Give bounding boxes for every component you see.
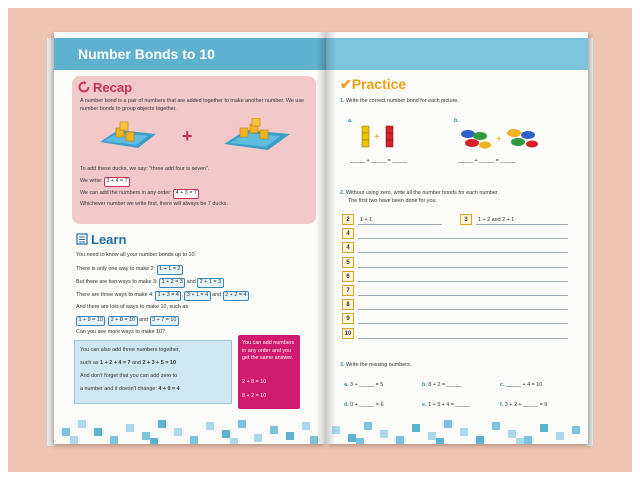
recap-write-value: 3 + 4 = 7: [104, 177, 130, 187]
cubes-picture: [360, 124, 402, 152]
item-expression: 1 + 3 + 4 = _____: [428, 402, 471, 408]
missing-number-item[interactable]: [344, 382, 383, 388]
number-box: 7: [342, 285, 354, 296]
svg-text:+: +: [496, 134, 502, 145]
item-label: d.: [344, 402, 351, 408]
and-word: and: [212, 292, 222, 298]
item-label: e.: [422, 402, 428, 408]
missing-number-item[interactable]: [422, 382, 462, 388]
q1a-letter: a.: [348, 118, 353, 124]
bond-pill: 1 + 1 = 2: [157, 265, 183, 275]
item-expression: _____ + 4 = 10: [506, 382, 543, 388]
tip-equation-2: 8 + 2 = 10: [242, 393, 267, 399]
spine-shadow: [316, 32, 336, 444]
question-number: 2.: [340, 190, 345, 196]
right-page: [326, 32, 588, 444]
recap-write-label: We write:: [80, 178, 103, 184]
learn-heading: [76, 232, 126, 247]
number-box: 6: [342, 271, 354, 282]
learn-line-4: There are three ways to make 4: 1 + 3 = 4 , 3 + 1 = 4 and 2 + 2 = 4: [76, 291, 249, 301]
learn-line-3-text: But there are two ways to make 3:: [76, 279, 158, 285]
number-box: 2: [342, 214, 354, 225]
question-1: [340, 98, 459, 104]
learn-line-2-text: There is only one way to make 2:: [76, 266, 156, 272]
question-2-text: Without using zero, write all the number bonds for each number.: [346, 190, 499, 196]
learn-line-1: You need to know all your number bonds up to 10.: [76, 252, 196, 258]
blue-line-2-text: such as: [80, 360, 99, 366]
recap-heading: [78, 80, 132, 95]
example-answer: 1 + 2 and 2 + 1: [478, 217, 515, 223]
item-expression: 0 + _____ = 6: [350, 402, 384, 408]
blue-line-4-text: a number and it doesn't change:: [80, 386, 157, 392]
answer-line[interactable]: [358, 309, 568, 310]
item-label: f.: [500, 402, 505, 408]
and-word: and: [186, 279, 196, 285]
learn-line-5: And there are lots of ways to make 10, such as:: [76, 304, 190, 310]
bond-pill: 2 + 8 = 10: [108, 316, 137, 326]
number-box: 9: [342, 313, 354, 324]
svg-text:+: +: [374, 132, 380, 143]
question-number: 1.: [340, 98, 345, 104]
blue-line-2: [80, 360, 176, 368]
recap-intro: A number bond is a pair of numbers that are added together to make another number. We use number bonds to group objects together.: [80, 98, 305, 112]
bond-pill: 1 + 9 = 10: [76, 316, 105, 326]
number-box: 3: [460, 214, 472, 225]
refresh-icon: [78, 81, 90, 93]
equation: 4 + 0 = 4: [158, 386, 180, 392]
item-label: a.: [344, 382, 350, 388]
q1b-answer-line: _____ + _____ = _____: [458, 158, 516, 164]
blue-line-1: You can also add three numbers together,: [80, 347, 180, 353]
practice-heading-text: Practice: [351, 76, 407, 92]
tip-text: You can add numbers in any order and you get the same answer.: [242, 340, 295, 361]
recap-write-line: [80, 177, 130, 187]
answer-line[interactable]: [358, 267, 568, 268]
answer-line[interactable]: [358, 323, 568, 324]
item-expression: 3 + 2 + _____ = 9: [504, 402, 548, 408]
bond-pill: 3 + 1 = 4: [184, 291, 210, 301]
tip-equation-1: 2 + 8 = 10: [242, 379, 267, 385]
pixel-border-right: [326, 408, 588, 444]
recap-order-label: We can add the numbers in any order:: [80, 190, 172, 196]
question-1-text: Write the correct number bond for each picture.: [346, 98, 459, 104]
answer-line[interactable]: [358, 238, 568, 239]
answer-line[interactable]: [358, 224, 442, 225]
bond-pill: 2 + 1 = 3: [197, 278, 223, 288]
item-expression: 3 + _____ = 5: [350, 382, 384, 388]
learn-line-4-text: There are three ways to make 4:: [76, 292, 154, 298]
page-title: Number Bonds to 10: [78, 46, 215, 62]
bond-pill: 3 + 7 = 10: [150, 316, 179, 326]
pixel-border-left: [54, 408, 326, 444]
answer-line[interactable]: [358, 281, 568, 282]
plus-sign: +: [182, 126, 193, 146]
missing-number-item[interactable]: [500, 382, 542, 388]
plus-sign: +: [474, 158, 478, 164]
number-box: 5: [342, 257, 354, 268]
bond-pill: 2 + 2 = 4: [223, 291, 249, 301]
any-order-tip-box: [238, 335, 300, 409]
ducks-group-four: [222, 118, 292, 152]
workbook-spread: [46, 32, 594, 450]
bond-pill: 1 + 2 = 3: [159, 278, 185, 288]
question-2: [340, 190, 499, 196]
question-number: 3.: [340, 362, 345, 368]
left-page: [54, 32, 326, 444]
learn-line-6: 1 + 9 = 10 , 2 + 8 = 10 and 3 + 7 = 10: [76, 316, 179, 326]
recap-box: [72, 76, 316, 224]
question-3: [340, 362, 411, 368]
recap-say-line: To add these ducks, we say: "three add four is seven".: [80, 166, 210, 172]
q1a-answer-line: _____ + _____ = _____: [350, 158, 408, 164]
and-word: and: [132, 360, 142, 366]
equals-sign: =: [495, 158, 499, 164]
number-box: 4: [342, 228, 354, 239]
learn-line-3: [76, 278, 224, 288]
answer-line[interactable]: [476, 224, 568, 225]
recap-order-line: [80, 189, 199, 199]
learn-line-7: Can you see more ways to make 10?: [76, 329, 165, 335]
equals-sign: =: [387, 158, 391, 164]
practice-heading: [340, 76, 406, 93]
q1a-label: [348, 118, 353, 124]
learn-heading-text: Learn: [91, 232, 127, 247]
recap-order-value: 4 + 3 = 7: [173, 189, 199, 199]
number-box: 8: [342, 299, 354, 310]
question-2-sub: The first two have been done for you.: [348, 198, 437, 204]
learn-line-2: [76, 265, 183, 275]
equation: 2 + 3 + 5 = 10: [142, 360, 176, 366]
item-label: b.: [422, 382, 429, 388]
and-word: and: [139, 317, 149, 323]
blue-line-3: And don't forget that you can add zero to: [80, 373, 178, 379]
bond-pill: 1 + 3 = 4: [155, 291, 181, 301]
number-box: 4: [342, 242, 354, 253]
shapes-picture: [458, 124, 548, 152]
recap-closing: Whichever number we write first, there will always be 7 ducks.: [80, 201, 228, 207]
answer-line[interactable]: [358, 295, 568, 296]
check-icon: ✔: [340, 76, 352, 92]
number-box: 10: [342, 328, 354, 339]
ducks-group-three: [98, 120, 158, 150]
three-numbers-box: [74, 340, 232, 404]
equation: 1 + 2 + 4 = 7: [100, 360, 131, 366]
notebook-icon: [76, 233, 88, 245]
plus-sign: +: [366, 158, 370, 164]
q1b-letter: b.: [454, 118, 459, 124]
answer-line[interactable]: [358, 252, 568, 253]
title-band: [54, 38, 326, 70]
item-expression: 8 + 2 = _____: [428, 382, 462, 388]
item-label: c.: [500, 382, 506, 388]
answer-line[interactable]: [358, 338, 568, 339]
example-answer: 1 + 1: [360, 217, 373, 223]
question-3-text: Write the missing numbers.: [346, 362, 412, 368]
blue-line-4: [80, 386, 180, 394]
recap-heading-text: Recap: [93, 80, 133, 95]
title-band-right: [326, 38, 588, 70]
